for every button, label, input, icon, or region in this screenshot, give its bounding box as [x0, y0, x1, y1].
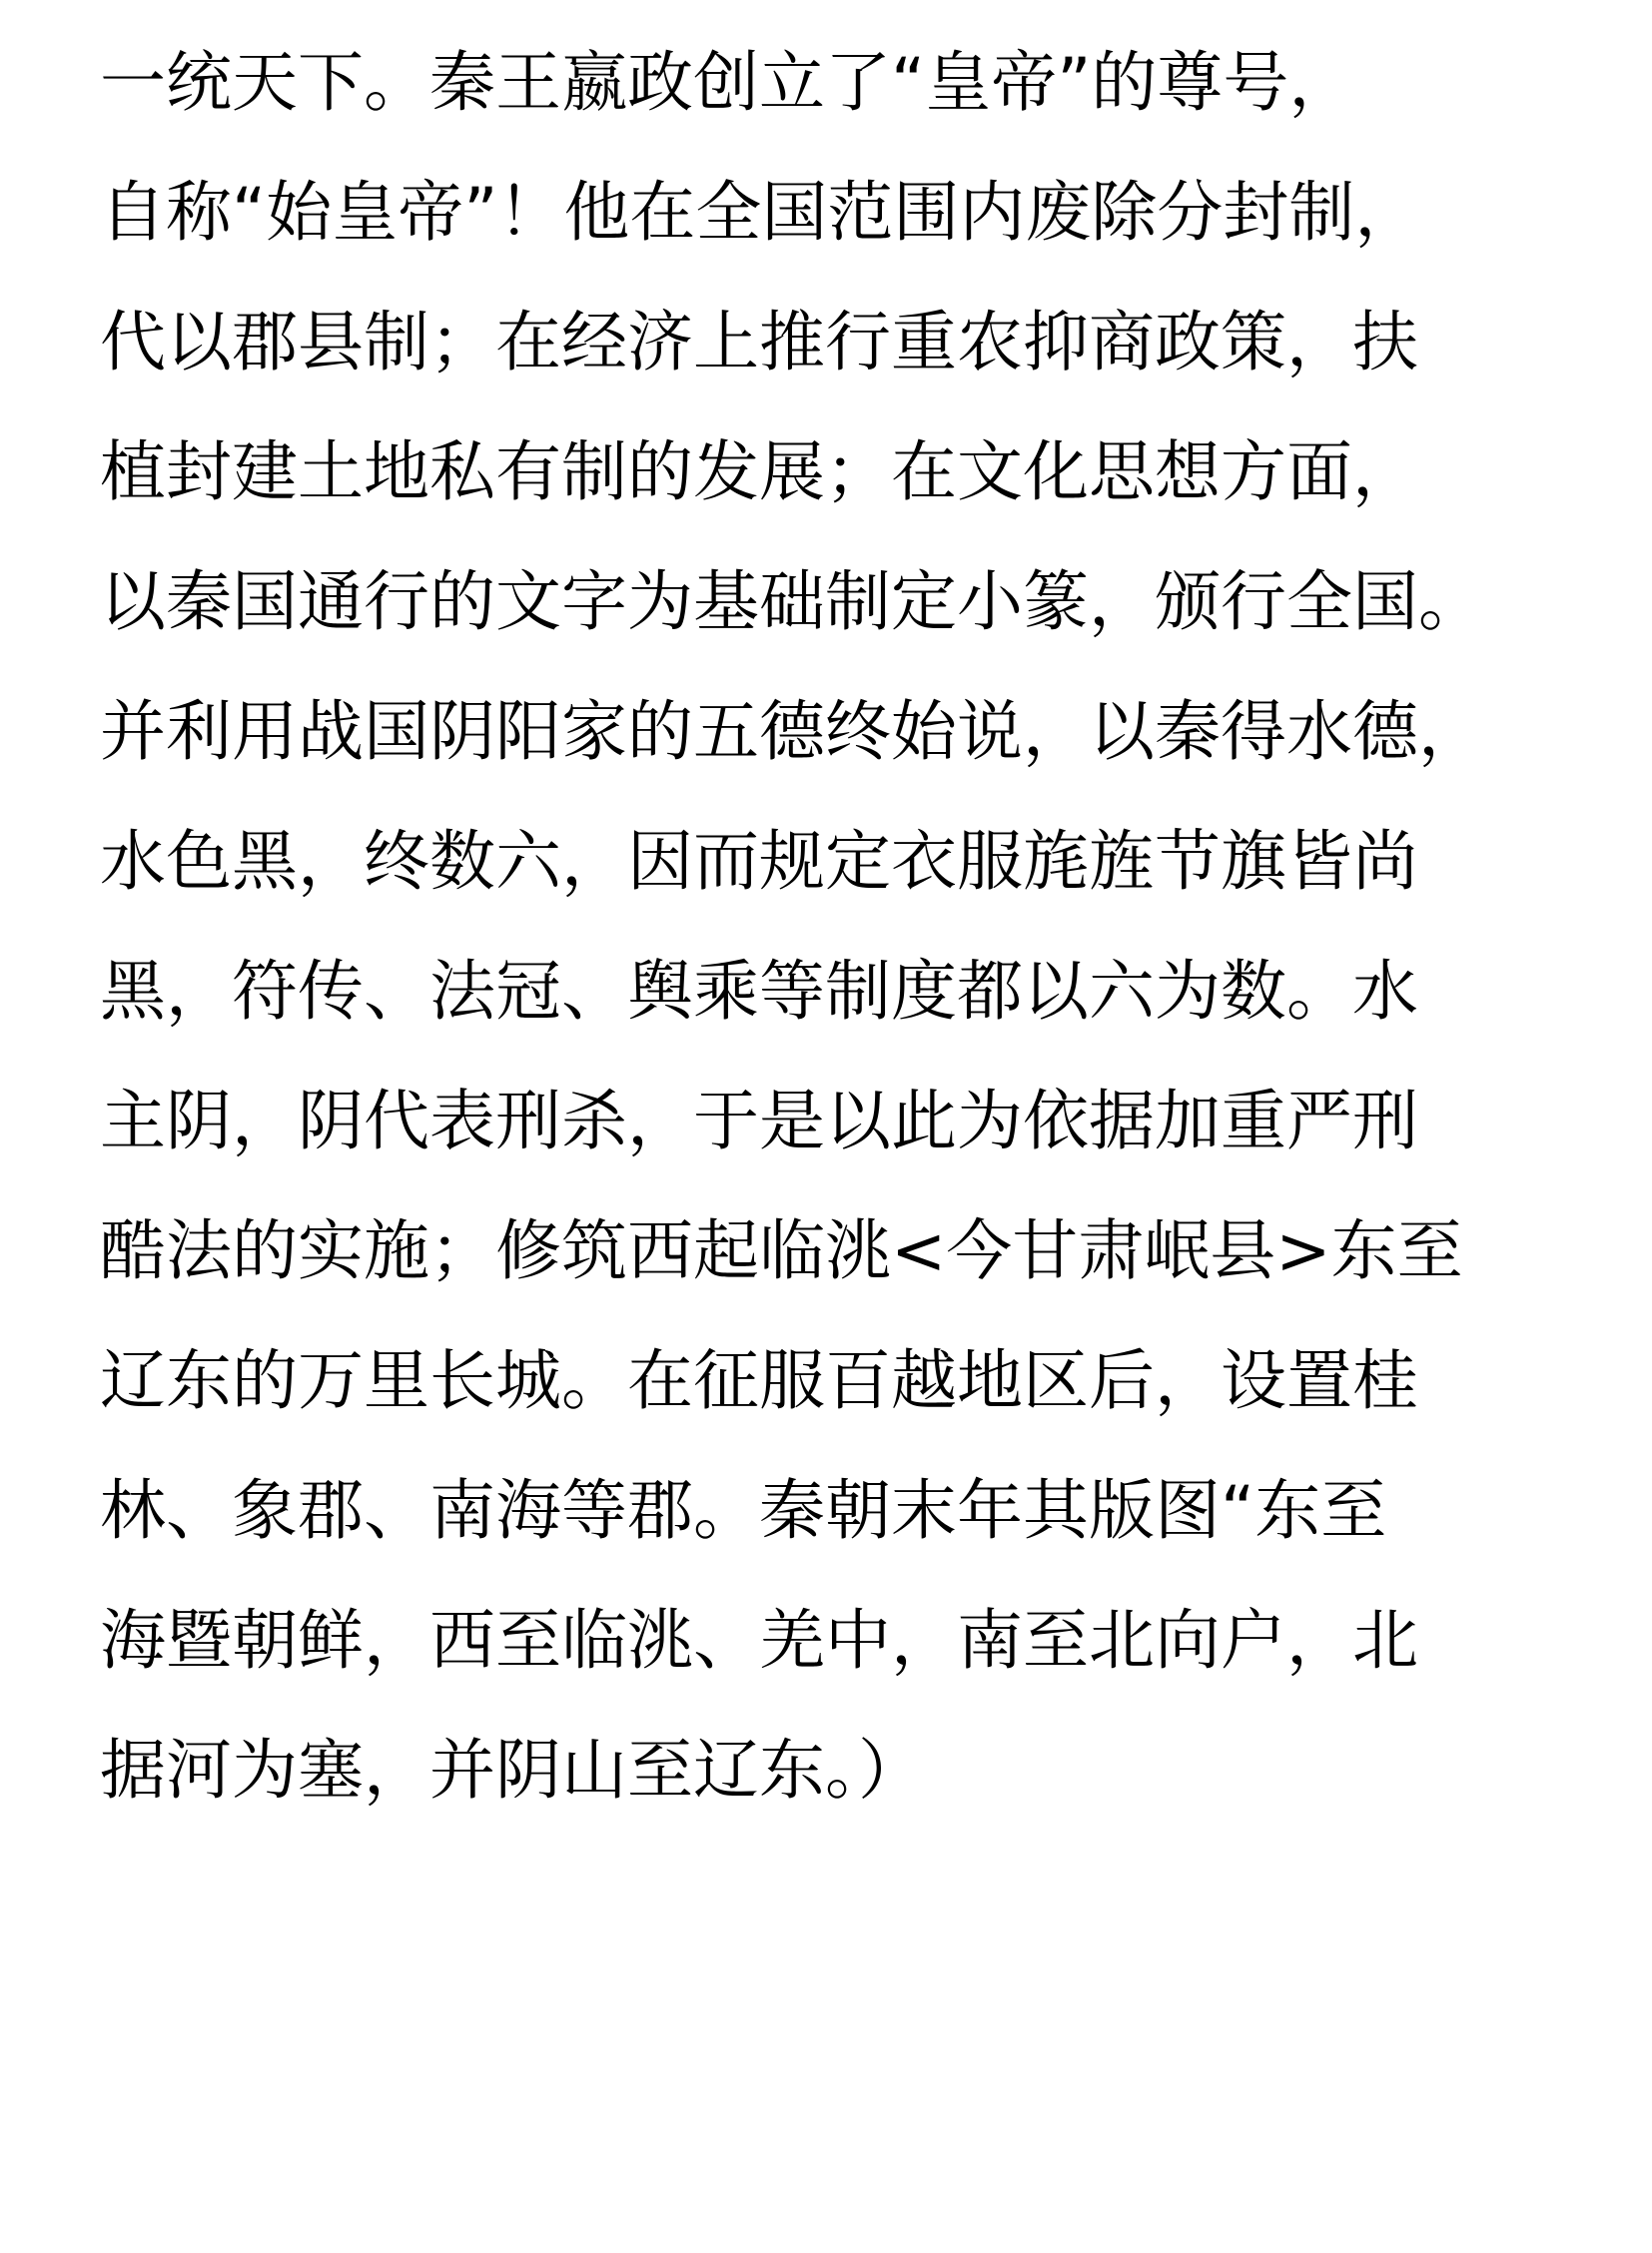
- text-line-12: 林、象郡、南海等郡。秦朝末年其版图“东至: [100, 1472, 1387, 1549]
- text-line-11: 辽东的万里长城。在征服百越地区后，设置桂: [100, 1342, 1418, 1419]
- body-paragraph: [100, 18, 1578, 1836]
- text-line-1: 一统天下。秦王嬴政创立了“皇帝”的尊号，: [100, 44, 1355, 121]
- text-line-6: 并利用战国阴阳家的五德终始说，以秦得水德，: [100, 693, 1484, 770]
- text-line-7: 水色黑，终数六，因而规定衣服旄旌节旗皆尚: [100, 823, 1418, 900]
- text-line-13: 海暨朝鲜，西至临洮、羌中，南至北向户，北: [100, 1602, 1418, 1679]
- text-line-14: 据河为塞，并阴山至辽东。）: [100, 1732, 924, 1809]
- text-line-5: 以秦国通行的文字为基础制定小篆，颁行全国。: [100, 563, 1484, 640]
- text-line-4: 植封建土地私有制的发展；在文化思想方面，: [100, 433, 1418, 510]
- text-line-3: 代以郡县制；在经济上推行重农抑商政策，扶: [100, 304, 1418, 380]
- text-line-10: 酷法的实施；修筑西起临洮<今甘肃岷县>东至: [100, 1212, 1463, 1289]
- text-line-8: 黑，符传、法冠、舆乘等制度都以六为数。水: [100, 953, 1418, 1030]
- text-line-9: 主阴，阴代表刑杀，于是以此为依据加重严刑: [100, 1083, 1418, 1159]
- text-line-2: 自称“始皇帝”！他在全国范围内废除分封制，: [100, 174, 1421, 251]
